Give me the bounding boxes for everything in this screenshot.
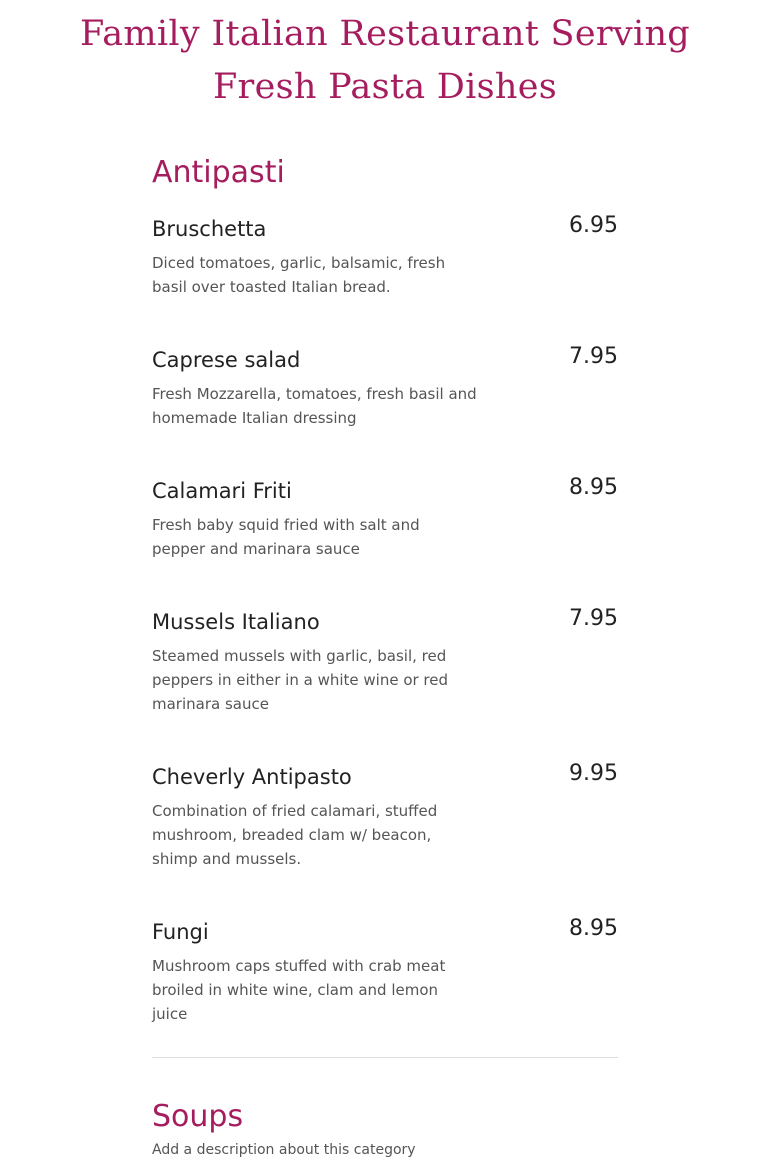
item-price: 7.95	[569, 344, 618, 369]
item-price: 9.95	[569, 761, 618, 786]
item-description: Combination of fried calamari, stuffed mushroom, breaded clam w/ beacon, shimp and mussels.	[152, 802, 438, 868]
item-description: Diced tomatoes, garlic, balsamic, fresh basil over toasted Italian bread.	[152, 254, 446, 296]
item-price: 7.95	[569, 606, 618, 631]
item-name: Cheverly Antipasto	[152, 765, 352, 789]
item-description: Steamed mussels with garlic, basil, red peppers in either in a white wine or red marinara sauce	[152, 647, 449, 713]
category-description: Add a description about this category	[152, 1142, 416, 1158]
item-description: Fresh baby squid fried with salt and pepper and marinara sauce	[152, 516, 420, 558]
item-name: Fungi	[152, 920, 209, 944]
item-name: Caprese salad	[152, 348, 301, 372]
item-price: 8.95	[569, 916, 618, 941]
page-title: Family Italian Restaurant Serving Fresh Pasta Dishes	[80, 14, 690, 107]
item-description: Mushroom caps stuffed with crab meat broiled in white wine, clam and lemon juice	[152, 957, 446, 1023]
item-name: Bruschetta	[152, 217, 267, 241]
item-price: 8.95	[569, 475, 618, 500]
category-divider	[152, 1057, 618, 1058]
category-title-soups: Soups	[152, 1099, 244, 1134]
item-description: Fresh Mozzarella, tomatoes, fresh basil and homemade Italian dressing	[152, 385, 477, 427]
item-price: 6.95	[569, 213, 618, 238]
item-name: Mussels Italiano	[152, 610, 320, 634]
category-title-antipasti: Antipasti	[152, 155, 285, 190]
item-name: Calamari Friti	[152, 479, 292, 503]
